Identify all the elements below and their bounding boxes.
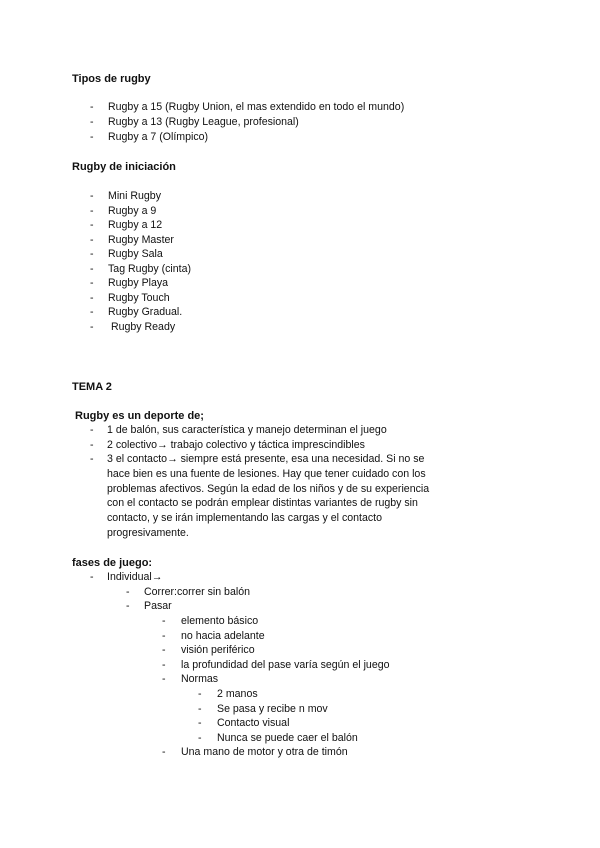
heading-tema-2: TEMA 2 xyxy=(72,381,112,393)
list-item-text: Nunca se puede caer el balón xyxy=(217,731,358,744)
list-item-text: Mini Rugby xyxy=(108,190,161,202)
bullet-dash: - xyxy=(90,190,94,202)
bullet-dash: - xyxy=(126,585,130,598)
list-item-text: Rugby a 15 (Rugby Union, el mas extendido en todo el mundo) xyxy=(108,101,405,113)
list-item-text: Rugby Master xyxy=(108,233,174,246)
list-item-text: Contacto visual xyxy=(217,717,290,729)
list-item-text: elemento básico xyxy=(181,615,259,627)
heading-rugby-es-un-deporte: Rugby es un deporte de; xyxy=(75,410,204,422)
list-item-text: no hacia adelante xyxy=(181,629,265,642)
list-item-text: Rugby a 7 (Olímpico) xyxy=(108,131,209,143)
list-item-text: visión periférico xyxy=(181,644,255,656)
bullet-dash: - xyxy=(90,233,94,246)
bullet-dash: - xyxy=(162,644,166,656)
list-item-text: Rugby a 12 xyxy=(108,219,163,231)
list-item-text: Rugby Sala xyxy=(108,248,163,260)
list-item-text: Normas xyxy=(181,673,219,685)
bullet-dash: - xyxy=(90,321,94,333)
list-item-text: Una mano de motor y otra de timón xyxy=(181,746,348,758)
bullet-dash: - xyxy=(90,204,94,217)
list-item-text: Pasar xyxy=(144,600,172,612)
bullet-dash: - xyxy=(90,439,94,451)
bullet-dash: - xyxy=(198,688,202,700)
list-item-text: Rugby Ready xyxy=(108,321,176,333)
bullet-dash: - xyxy=(198,731,202,744)
bullet-dash: - xyxy=(198,702,202,715)
bullet-dash: - xyxy=(90,262,94,275)
bullet-dash: - xyxy=(90,424,94,436)
bullet-dash: - xyxy=(162,673,166,685)
heading-tipos-de-rugby: Tipos de rugby xyxy=(72,73,151,85)
list-item-text: 2 manos xyxy=(217,688,258,700)
list-item-text: Rugby a 13 (Rugby League, profesional) xyxy=(108,116,299,128)
list-item-text: Rugby Touch xyxy=(108,291,170,304)
heading-fases-de-juego: fases de juego: xyxy=(72,557,153,569)
bullet-dash: - xyxy=(90,453,94,465)
heading-rugby-de-iniciacion: Rugby de iniciación xyxy=(72,161,176,173)
bullet-dash: - xyxy=(90,306,94,318)
bullet-dash: - xyxy=(162,746,166,758)
list-item-text: Rugby Gradual. xyxy=(108,306,183,318)
bullet-dash: - xyxy=(162,658,166,671)
bullet-dash: - xyxy=(90,101,94,113)
list-item-text: 1 de balón, sus característica y manejo determinan el juego xyxy=(107,424,387,436)
list-item-text: Se pasa y recibe n mov xyxy=(217,702,328,715)
list-item-text: Rugby a 9 xyxy=(108,204,157,217)
list-item-paragraph: 3 el contacto→ siempre está presente, esa una necesidad. Si no se hace bien es una fuente de lesiones. Hay que tener cuidado con los problemas afectivos. Según la edad de los niños y de su experiencia con el contacto se podrán emplear distintas variantes de rugby sin contacto, y se irán implementando las cargas y el contacto progresivamente. xyxy=(107,453,430,539)
bullet-dash: - xyxy=(90,571,94,583)
bullet-dash: - xyxy=(90,131,94,143)
list-item-text: la profundidad del pase varía según el juego xyxy=(181,658,390,671)
bullet-dash: - xyxy=(90,277,94,289)
bullet-dash: - xyxy=(90,116,94,128)
bullet-dash: - xyxy=(162,615,166,627)
bullet-dash: - xyxy=(90,219,94,231)
bullet-dash: - xyxy=(198,717,202,729)
list-item-text: 2 colectivo→ trabajo colectivo y táctica imprescindibles xyxy=(107,439,365,451)
list-item-text: Individual→ xyxy=(107,571,163,583)
list-item-text: Correr:correr sin balón xyxy=(144,585,250,598)
bullet-dash: - xyxy=(90,291,94,304)
bullet-dash: - xyxy=(90,248,94,260)
bullet-dash: - xyxy=(126,600,130,612)
list-item-text: Tag Rugby (cinta) xyxy=(108,262,192,275)
list-item-text: Rugby Playa xyxy=(108,277,169,289)
bullet-dash: - xyxy=(162,629,166,642)
